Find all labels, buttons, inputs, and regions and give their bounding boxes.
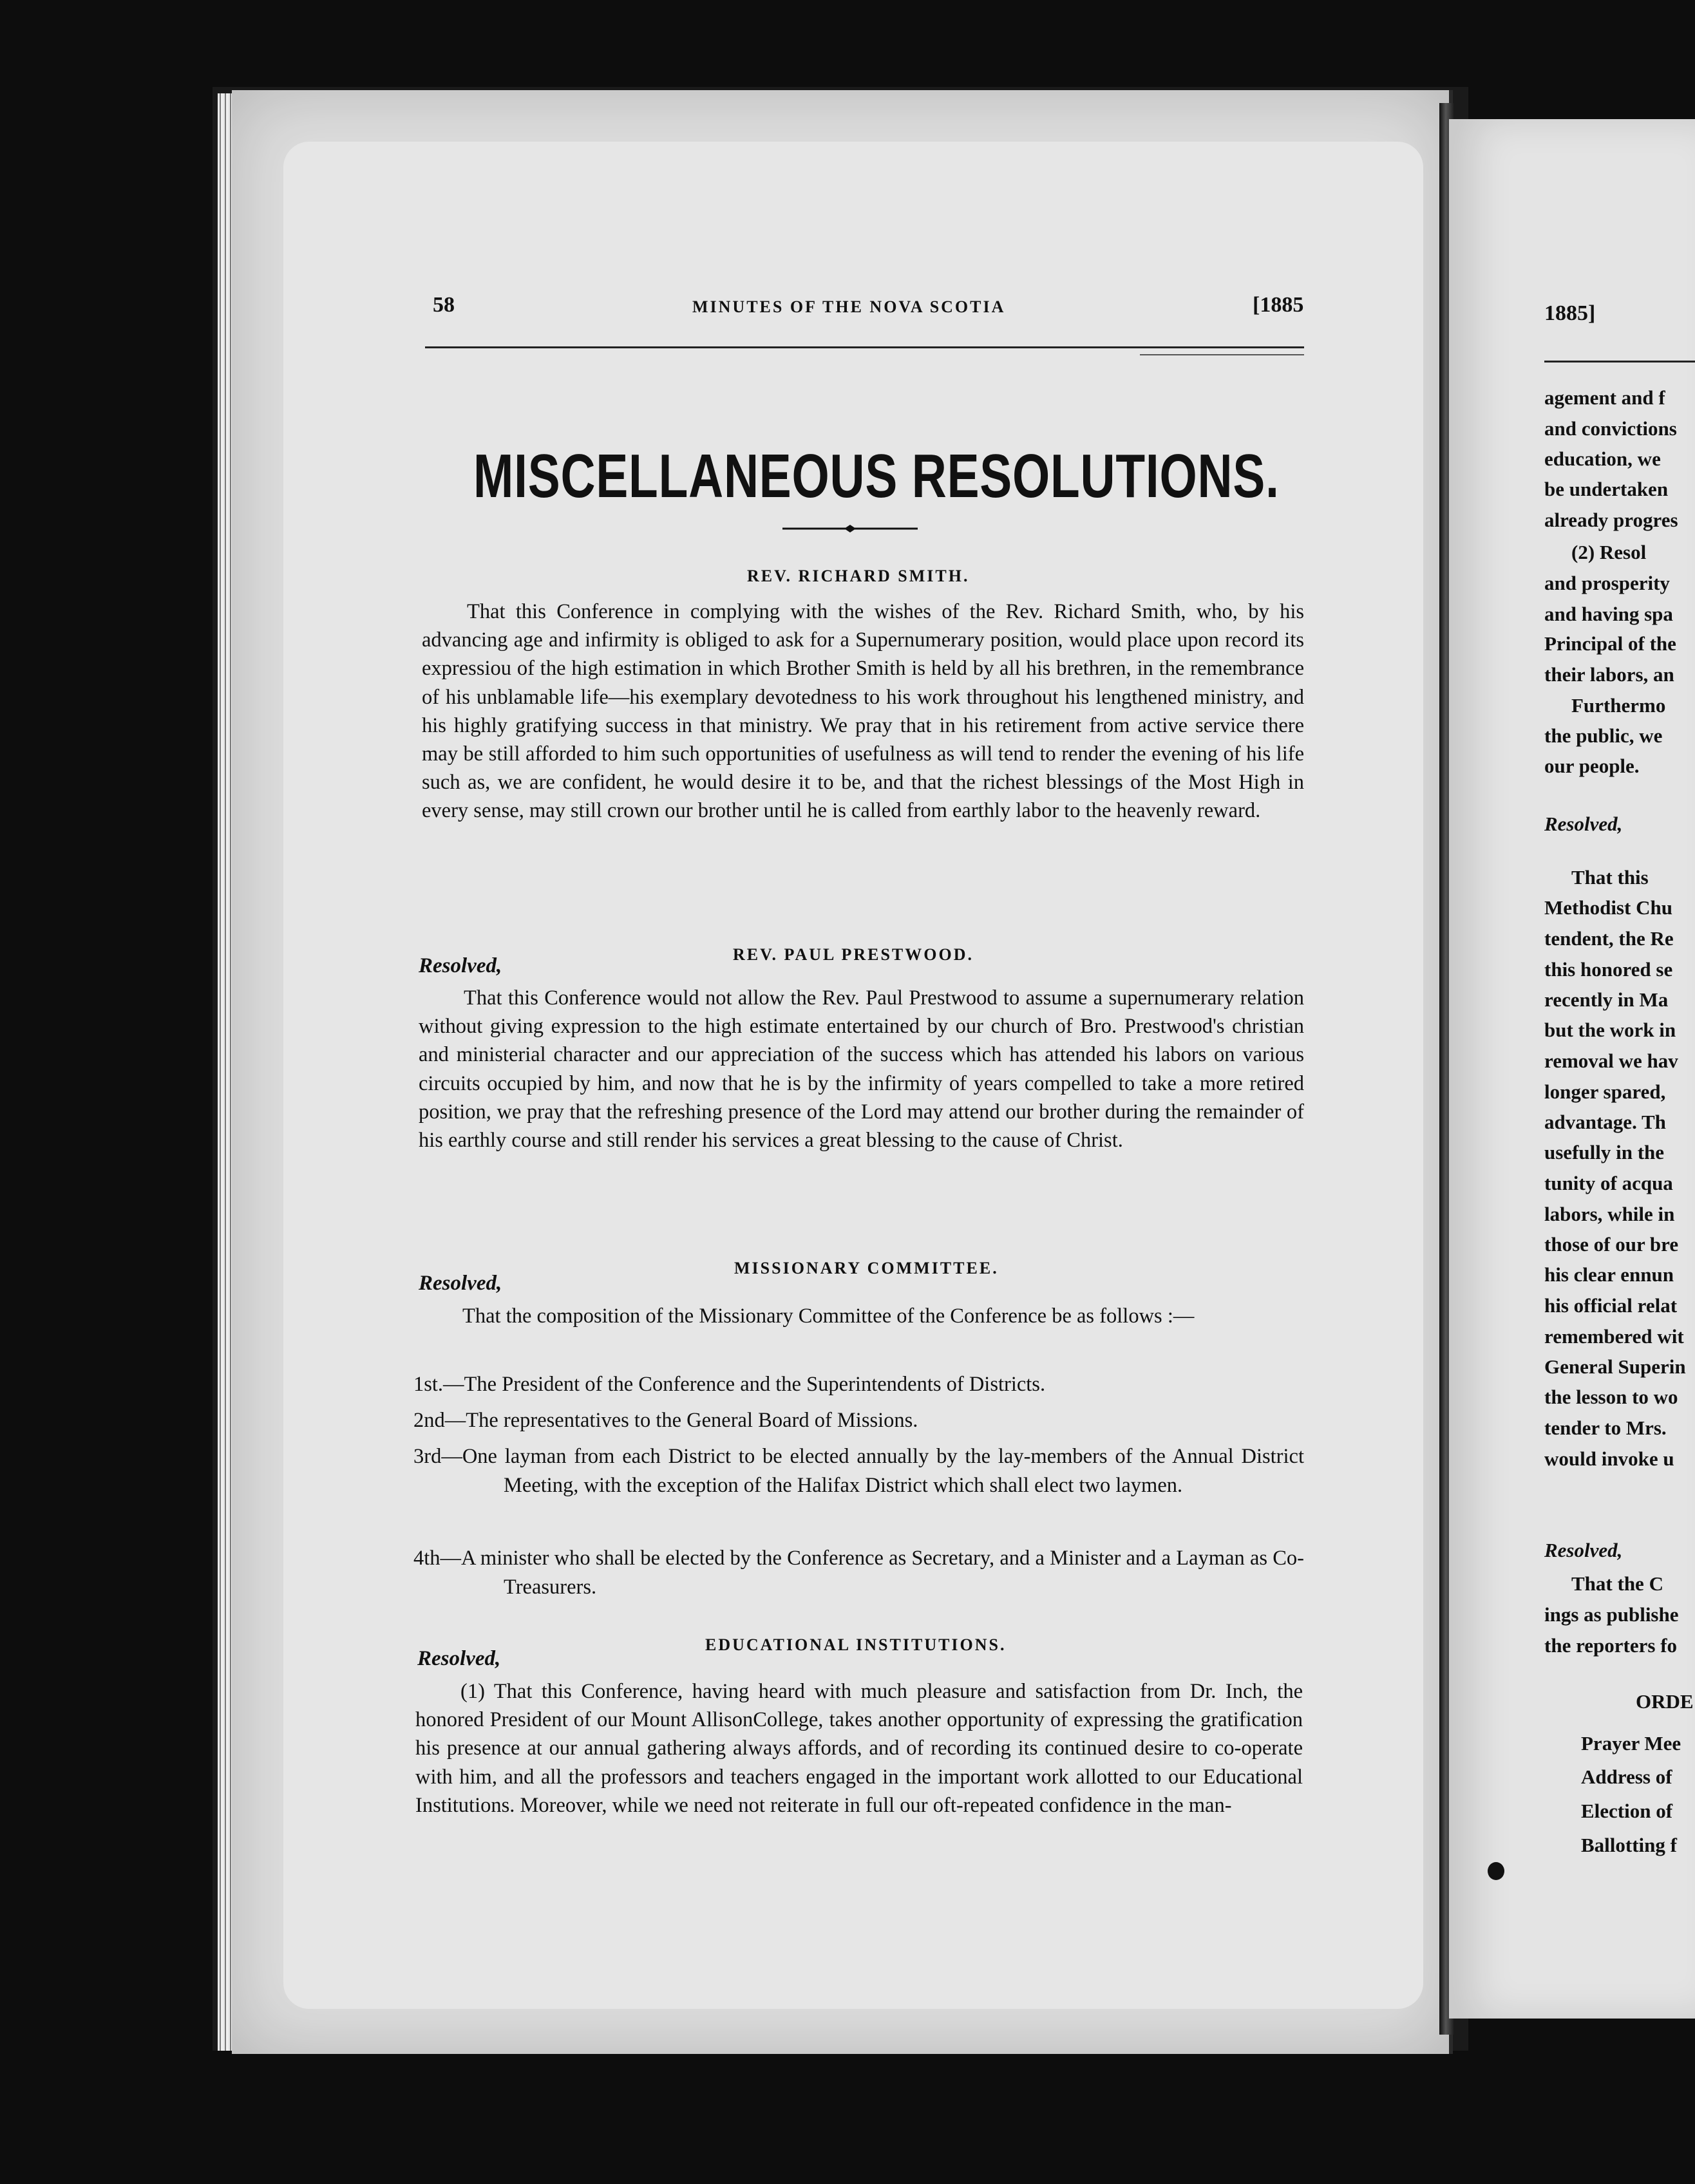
right-page-line: longer spared, bbox=[1544, 1080, 1666, 1103]
missionary-item-1: 1st.—The President of the Conference and the Superintendents of Districts. bbox=[413, 1373, 1046, 1396]
resolution-educational-text: (1) That this Conference, having heard with much pleasure and satisfaction from Dr. Inch, the honored President of our Mount AllisonCollege, takes another opportunity of expressing the gratification his presence at our annual gathering always affords, and of recording its continued desire to co-operate with him, and all the professors and teachers engaged in the important work allotted to our Educational Institutions. Moreover, while we need not reiterate in full our oft-repeated confidence in the man- bbox=[415, 1680, 1303, 1817]
right-page-line: and having spa bbox=[1544, 603, 1673, 625]
right-page-line: ings as publishe bbox=[1544, 1603, 1679, 1626]
header-rule bbox=[425, 346, 1304, 348]
right-page-line: Methodist Chu bbox=[1544, 896, 1672, 919]
right-page-line: recently in Ma bbox=[1544, 988, 1669, 1011]
right-page-line: labors, while in bbox=[1544, 1203, 1675, 1225]
right-page-line: Address of bbox=[1581, 1765, 1672, 1788]
right-page-line: Resolved, bbox=[1544, 813, 1623, 835]
right-page-line: Ballotting f bbox=[1581, 1834, 1677, 1856]
missionary-item-2: 2nd—The representatives to the General Board of Missions. bbox=[413, 1409, 918, 1432]
resolved-prestwood: Resolved, bbox=[419, 954, 502, 977]
resolution-prestwood bbox=[419, 984, 1304, 1154]
page-year: [1885 bbox=[1253, 293, 1304, 317]
section-heading-missionary: MISSIONARY COMMITTEE. bbox=[734, 1259, 999, 1277]
right-page-line: That this bbox=[1571, 866, 1649, 889]
resolution-smith-text: That this Conference in complying with the wishes of the Rev. Richard Smith, who, by his advancing age and infirmity is obliged to ask for a Supernumerary position, would place upon record its expressiou of the high estimation in which Brother Smith is held by all his brethren, in the remembrance of his unblamable life—his exemplary devotedness to his work throughout his lengthened ministry, and his highly gratifying success in that ministry. We pray that in his retirement from active service there may be still afforded to him such opportunities of usefulness as will tend to render the evening of his life such as, we are confident, he would desire it to be, and that the richest blessings of the Most High in every sense, may still crown our brother until he is called from earthly labor to the heavenly reward. bbox=[422, 600, 1304, 823]
section-heading-smith: REV. RICHARD SMITH. bbox=[747, 567, 970, 585]
missionary-intro-text: That the composition of the Missionary Committee of the Conference be as follows :— bbox=[462, 1304, 1195, 1328]
missionary-item-4: 4th—A minister who shall be elected by the Conference as Secretary, and a Minister and a Layman as Co-Treasurers. bbox=[413, 1547, 1304, 1599]
ink-blot bbox=[1488, 1862, 1504, 1880]
right-page-line: his clear ennun bbox=[1544, 1263, 1674, 1286]
resolution-prestwood-text: That this Conference would not allow the Rev. Paul Prestwood to assume a supernumerary relation without giving expression to the high estimate entertained by our church of Bro. Prestwood's christian and ministerial character and our appreciation of the success which has attended his labors on various circuits occupied by him, and now that he is by the infirmity of years compelled to take a more retired position, we pray that the refreshing presence of the Lord may attend our brother during the remainder of his earthly course and still render his services a great blessing to the cause of Christ. bbox=[419, 986, 1304, 1153]
right-page-line: General Superin bbox=[1544, 1355, 1686, 1378]
right-page-line: education, we bbox=[1544, 447, 1661, 470]
right-page-line: Election of bbox=[1581, 1800, 1673, 1822]
right-page-line: tunity of acqua bbox=[1544, 1172, 1673, 1194]
running-head: MINUTES OF THE NOVA SCOTIA bbox=[692, 297, 1006, 316]
right-page-line: his official relat bbox=[1544, 1294, 1678, 1317]
section-heading-educational: EDUCATIONAL INSTITUTIONS. bbox=[705, 1635, 1007, 1654]
right-page-line: their labors, an bbox=[1544, 663, 1674, 686]
right-page-year: 1885] bbox=[1544, 301, 1596, 325]
page-number: 58 bbox=[433, 293, 455, 317]
right-page-line: agement and f bbox=[1544, 386, 1665, 409]
right-page-line: ORDE bbox=[1636, 1690, 1694, 1713]
right-header-rule bbox=[1544, 361, 1695, 362]
right-page-line: tender to Mrs. bbox=[1544, 1417, 1667, 1439]
right-page-line: already progres bbox=[1544, 509, 1678, 531]
missionary-item-3: 3rd—One layman from each District to be elected annually by the lay-members of the Annual District Meeting, with the exception of the Halifax District which shall elect two laymen. bbox=[413, 1445, 1304, 1497]
page-title: MISCELLANEOUS RESOLUTIONS. bbox=[473, 442, 1280, 511]
missionary-intro bbox=[417, 1302, 1304, 1330]
right-page-line: those of our bre bbox=[1544, 1233, 1679, 1256]
right-page-line: removal we hav bbox=[1544, 1050, 1678, 1072]
right-page-line: the reporters fo bbox=[1544, 1634, 1678, 1657]
right-page-line: this honored se bbox=[1544, 958, 1673, 981]
right-page-line: our people. bbox=[1544, 755, 1640, 777]
right-page-line: Prayer Mee bbox=[1581, 1732, 1681, 1755]
right-page-line: Furthermo bbox=[1571, 694, 1666, 717]
right-page-line: tendent, the Re bbox=[1544, 927, 1674, 950]
right-page-line: be undertaken bbox=[1544, 478, 1669, 500]
resolved-missionary: Resolved, bbox=[419, 1272, 502, 1295]
right-page-line: Resolved, bbox=[1544, 1539, 1623, 1561]
right-page-line: (2) Resol bbox=[1571, 541, 1647, 563]
right-page-line: That the C bbox=[1571, 1572, 1663, 1595]
title-ornament bbox=[782, 525, 918, 532]
right-page-line: would invoke u bbox=[1544, 1447, 1674, 1470]
resolution-educational bbox=[415, 1677, 1303, 1820]
right-page-line: remembered wit bbox=[1544, 1325, 1684, 1348]
right-page-line: Principal of the bbox=[1544, 632, 1676, 655]
header-rule-secondary bbox=[1140, 354, 1304, 355]
resolved-educational: Resolved, bbox=[417, 1647, 501, 1670]
right-page-line: the lesson to wo bbox=[1544, 1386, 1678, 1408]
right-page-line: but the work in bbox=[1544, 1019, 1676, 1041]
right-page-line: advantage. Th bbox=[1544, 1111, 1666, 1133]
right-page-line: and convictions bbox=[1544, 417, 1677, 440]
right-page-line: usefully in the bbox=[1544, 1141, 1665, 1163]
right-page-line: and prosperity bbox=[1544, 572, 1670, 594]
resolution-smith bbox=[422, 598, 1304, 825]
right-page-line: the public, we bbox=[1544, 724, 1663, 747]
section-heading-prestwood: REV. PAUL PRESTWOOD. bbox=[733, 945, 974, 964]
